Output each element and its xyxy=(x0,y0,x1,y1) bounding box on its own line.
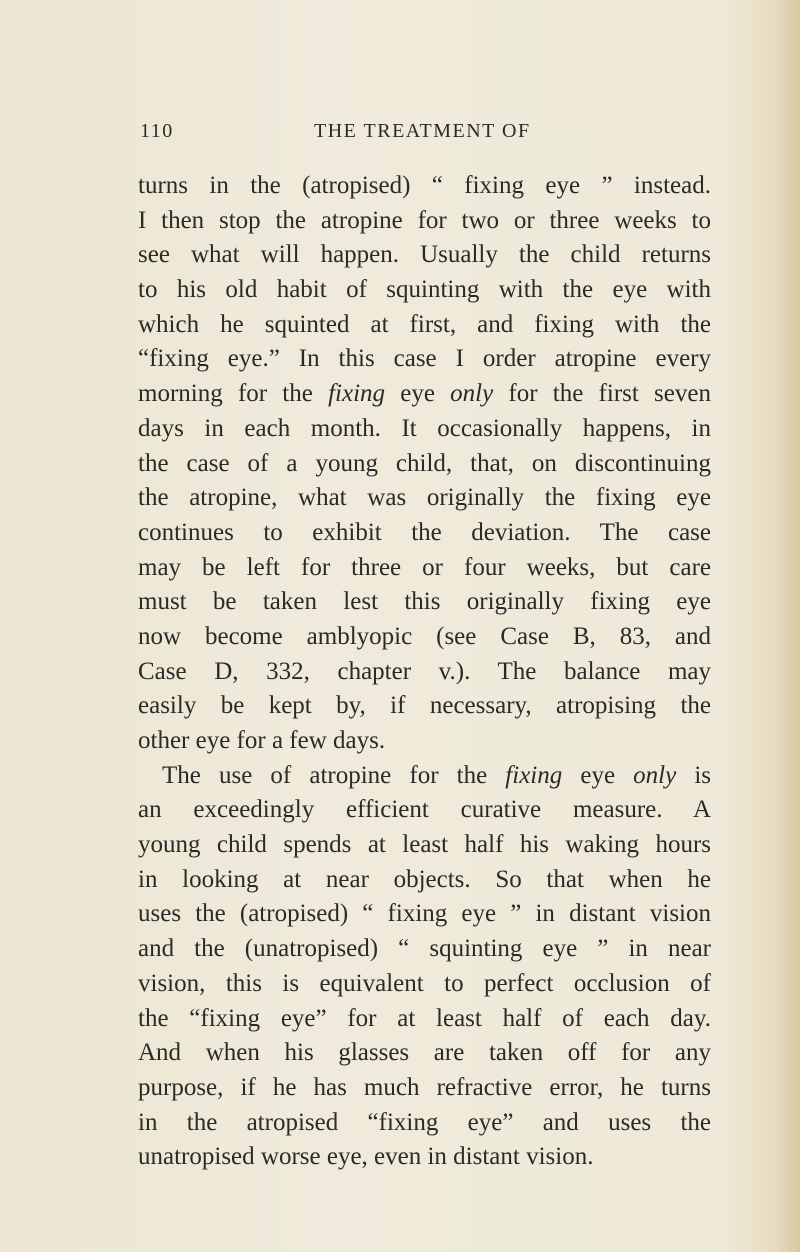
italic-text: fixing xyxy=(505,761,563,789)
text-line xyxy=(138,863,711,898)
text-segment: may be left for three or four weeks, but care xyxy=(138,553,711,581)
text-segment: easily be kept by, if necessary, atropising the xyxy=(138,692,711,720)
text-line xyxy=(138,585,711,620)
text-segment: I then stop the atropine for two or three weeks to xyxy=(138,206,711,234)
text-line xyxy=(138,724,711,759)
text-line xyxy=(138,308,711,343)
text-segment: in the atropised “fixing eye” and uses the xyxy=(138,1108,711,1136)
text-segment: the atropine, what was originally the fixing eye xyxy=(138,484,711,512)
text-segment: which he squinted at first, and fixing with the xyxy=(138,310,711,338)
text-line xyxy=(138,204,711,239)
running-head xyxy=(140,120,710,144)
text-segment: an exceedingly efficient curative measure. A xyxy=(138,796,711,824)
text-segment: young child spends at least half his waking hours xyxy=(138,831,711,859)
text-segment: continues to exhibit the deviation. The case xyxy=(138,518,711,546)
text-segment: and the (unatropised) “ squinting eye ” in near xyxy=(138,935,711,963)
text-line xyxy=(138,1106,711,1141)
text-segment: now become amblyopic (see Case B, 83, and xyxy=(138,622,711,650)
text-line xyxy=(138,1036,711,1071)
text-segment: in looking at near objects. So that when he xyxy=(138,865,711,893)
text-line xyxy=(138,620,711,655)
text-segment: the “fixing eye” for at least half of each day. xyxy=(138,1004,711,1032)
text-line xyxy=(138,169,711,204)
text-line xyxy=(138,932,711,967)
text-line xyxy=(138,481,711,516)
italic-text: only xyxy=(450,380,494,408)
italic-text: fixing xyxy=(328,380,386,408)
text-segment: to his old habit of squinting with the eye with xyxy=(138,276,711,304)
text-segment: purpose, if he has much refractive error, he turns xyxy=(138,1073,711,1101)
text-segment: is xyxy=(676,761,711,789)
text-line xyxy=(138,828,711,863)
text-line xyxy=(138,897,711,932)
text-line xyxy=(138,447,711,482)
body-text xyxy=(138,169,711,1175)
text-segment: eye xyxy=(385,380,451,408)
italic-text: only xyxy=(633,761,677,789)
text-segment: days in each month. It occasionally happens, in xyxy=(138,414,711,442)
text-segment: And when his glasses are taken off for any xyxy=(138,1039,711,1067)
text-line xyxy=(138,967,711,1002)
text-line xyxy=(138,412,711,447)
text-line xyxy=(138,551,711,586)
text-line xyxy=(138,273,711,308)
text-segment: the case of a young child, that, on discontinuing xyxy=(138,449,711,477)
text-segment: unatropised worse eye, even in distant vision. xyxy=(138,1143,594,1171)
text-line xyxy=(138,516,711,551)
text-line xyxy=(138,342,711,377)
text-segment: Case D, 332, chapter v.). The balance may xyxy=(138,657,711,685)
text-line xyxy=(138,759,711,794)
text-segment: turns in the (atropised) “ fixing eye ” instead. xyxy=(138,172,711,199)
text-line xyxy=(138,655,711,690)
text-segment: for the first seven xyxy=(493,380,711,408)
text-segment: uses the (atropised) “ fixing eye ” in distant vision xyxy=(138,900,711,928)
text-segment: vision, this is equivalent to perfect occlusion of xyxy=(138,969,711,997)
text-segment: other eye for a few days. xyxy=(138,727,386,754)
text-line xyxy=(138,377,711,412)
text-line xyxy=(138,793,711,828)
text-line xyxy=(138,689,711,724)
text-line xyxy=(138,238,711,273)
running-title: THE TREATMENT OF xyxy=(314,120,531,142)
page-number: 110 xyxy=(140,120,174,142)
text-segment: morning for the xyxy=(138,380,329,408)
text-segment: must be taken lest this originally fixing eye xyxy=(138,588,711,616)
text-segment: The use of atropine for the xyxy=(162,761,506,789)
text-segment: “fixing eye.” In this case I order atropine every xyxy=(138,345,711,373)
text-line xyxy=(138,1071,711,1106)
text-line xyxy=(138,1002,711,1037)
text-line xyxy=(138,1140,711,1175)
text-segment: see what will happen. Usually the child returns xyxy=(138,241,711,269)
text-segment: eye xyxy=(562,761,634,789)
